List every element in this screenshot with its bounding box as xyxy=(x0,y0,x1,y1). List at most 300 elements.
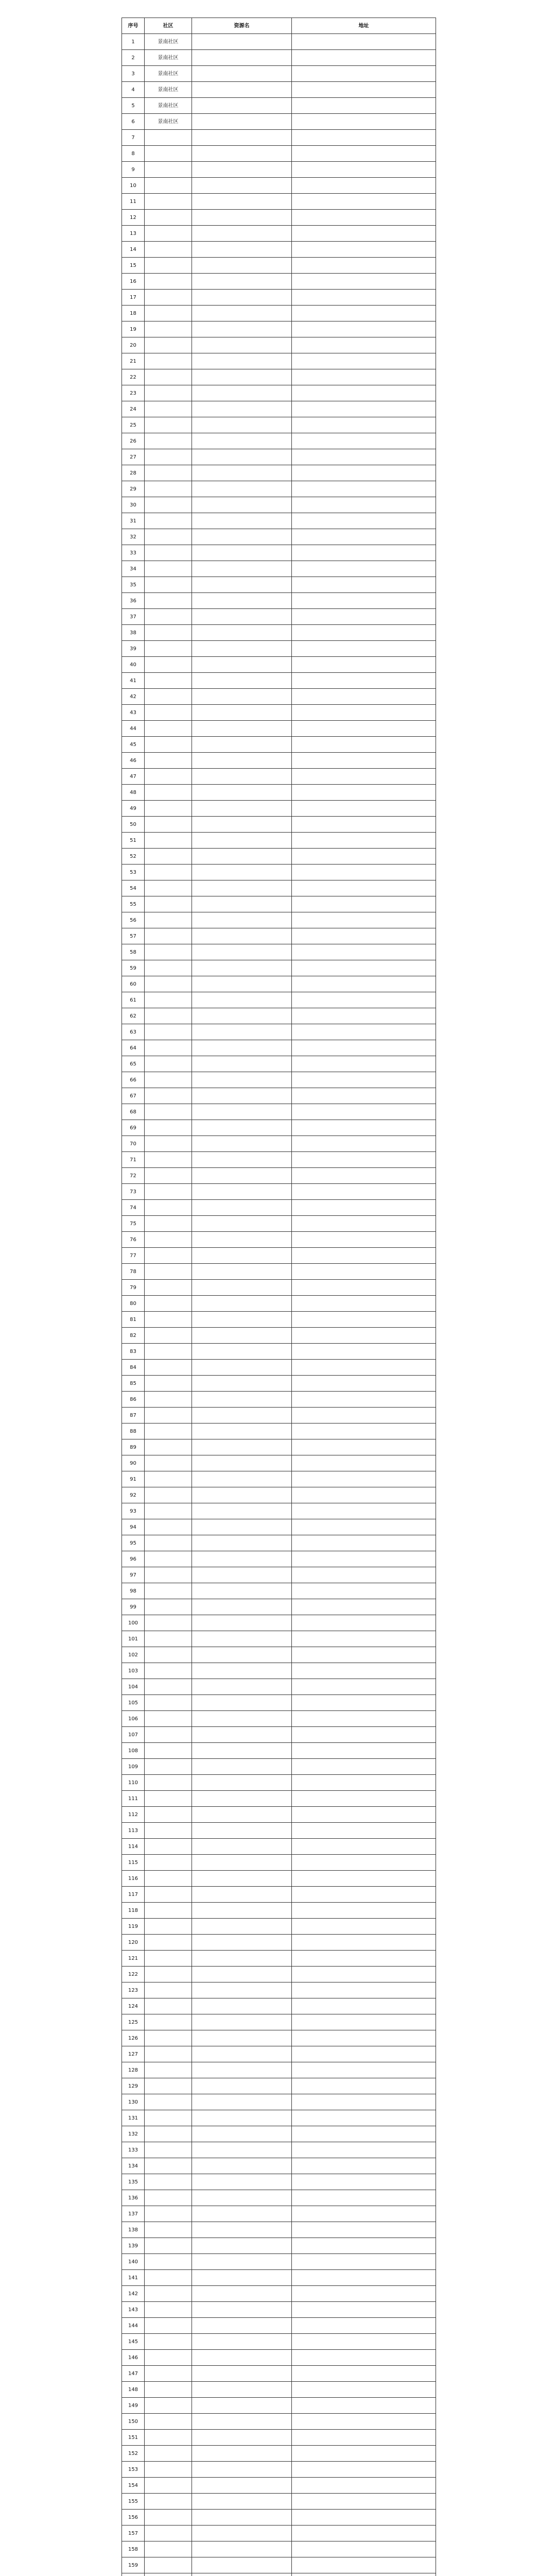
cell-address xyxy=(292,1583,436,1599)
cell-community xyxy=(145,2398,192,2414)
cell-community xyxy=(145,1919,192,1935)
cell-community xyxy=(145,2541,192,2557)
table-row xyxy=(122,1296,436,1312)
cell-community xyxy=(145,2478,192,2494)
cell-address xyxy=(292,2494,436,2510)
cell-address xyxy=(292,369,436,385)
cell-address xyxy=(292,529,436,545)
cell-resource-name xyxy=(192,401,292,417)
cell-resource-name xyxy=(192,593,292,609)
cell-resource-name xyxy=(192,2062,292,2078)
cell-index: 29 xyxy=(122,481,145,497)
cell-index: 121 xyxy=(122,1951,145,1967)
table-row xyxy=(122,529,436,545)
cell-community xyxy=(145,2126,192,2142)
cell-community xyxy=(145,1775,192,1791)
cell-address xyxy=(292,1727,436,1743)
cell-index: 59 xyxy=(122,960,145,976)
cell-community xyxy=(145,417,192,433)
cell-resource-name xyxy=(192,753,292,769)
cell-resource-name xyxy=(192,2126,292,2142)
cell-address xyxy=(292,1328,436,1344)
table-row xyxy=(122,497,436,513)
cell-community xyxy=(145,2110,192,2126)
cell-resource-name xyxy=(192,1040,292,1056)
cell-resource-name xyxy=(192,98,292,114)
cell-address xyxy=(292,1056,436,1072)
cell-index: 116 xyxy=(122,1871,145,1887)
table-row xyxy=(122,1392,436,1408)
cell-community xyxy=(145,976,192,992)
cell-index: 135 xyxy=(122,2174,145,2190)
cell-address xyxy=(292,2414,436,2430)
cell-community xyxy=(145,2573,192,2576)
cell-address xyxy=(292,992,436,1008)
cell-resource-name xyxy=(192,2046,292,2062)
table-row xyxy=(122,1663,436,1679)
cell-index: 42 xyxy=(122,689,145,705)
cell-address xyxy=(292,561,436,577)
cell-community xyxy=(145,529,192,545)
cell-index: 145 xyxy=(122,2334,145,2350)
cell-index: 17 xyxy=(122,290,145,306)
cell-index: 43 xyxy=(122,705,145,721)
cell-community xyxy=(145,178,192,194)
cell-resource-name xyxy=(192,497,292,513)
cell-address xyxy=(292,1232,436,1248)
cell-address xyxy=(292,321,436,337)
cell-community xyxy=(145,433,192,449)
cell-resource-name xyxy=(192,641,292,657)
cell-address xyxy=(292,337,436,353)
cell-index: 33 xyxy=(122,545,145,561)
cell-community xyxy=(145,1423,192,1439)
cell-index: 54 xyxy=(122,880,145,896)
cell-resource-name xyxy=(192,1631,292,1647)
cell-index: 23 xyxy=(122,385,145,401)
cell-resource-name xyxy=(192,657,292,673)
cell-index: 114 xyxy=(122,1839,145,1855)
cell-resource-name xyxy=(192,274,292,290)
table-row xyxy=(122,1360,436,1376)
cell-index: 15 xyxy=(122,258,145,274)
cell-community xyxy=(145,1998,192,2014)
cell-index: 39 xyxy=(122,641,145,657)
cell-index: 95 xyxy=(122,1535,145,1551)
cell-address xyxy=(292,1408,436,1423)
cell-community xyxy=(145,1184,192,1200)
cell-resource-name xyxy=(192,353,292,369)
cell-index xyxy=(122,2573,145,2576)
cell-address xyxy=(292,162,436,178)
cell-community xyxy=(145,513,192,529)
cell-community xyxy=(145,2430,192,2446)
cell-index: 66 xyxy=(122,1072,145,1088)
cell-community xyxy=(145,1360,192,1376)
cell-address xyxy=(292,146,436,162)
cell-index: 48 xyxy=(122,785,145,801)
cell-resource-name xyxy=(192,465,292,481)
cell-resource-name xyxy=(192,2094,292,2110)
table-row xyxy=(122,1168,436,1184)
cell-community xyxy=(145,449,192,465)
cell-address xyxy=(292,1903,436,1919)
cell-community xyxy=(145,2014,192,2030)
table-row xyxy=(122,2046,436,2062)
cell-address xyxy=(292,1935,436,1951)
cell-index: 44 xyxy=(122,721,145,737)
cell-address xyxy=(292,385,436,401)
cell-index: 38 xyxy=(122,625,145,641)
table-row xyxy=(122,1679,436,1695)
cell-resource-name xyxy=(192,545,292,561)
cell-resource-name xyxy=(192,2510,292,2526)
table-row xyxy=(122,1919,436,1935)
header-resource-name: 资源名 xyxy=(192,18,292,34)
table-row xyxy=(122,258,436,274)
cell-resource-name xyxy=(192,1056,292,1072)
cell-community xyxy=(145,1072,192,1088)
cell-address xyxy=(292,1439,436,1455)
cell-resource-name xyxy=(192,960,292,976)
cell-address xyxy=(292,1200,436,1216)
table-body xyxy=(122,34,436,2576)
cell-index: 131 xyxy=(122,2110,145,2126)
cell-address xyxy=(292,1423,436,1439)
cell-community xyxy=(145,1951,192,1967)
cell-index: 118 xyxy=(122,1903,145,1919)
table-row xyxy=(122,369,436,385)
cell-address xyxy=(292,417,436,433)
table-row xyxy=(122,1791,436,1807)
cell-community xyxy=(145,2462,192,2478)
cell-index: 55 xyxy=(122,896,145,912)
cell-index: 142 xyxy=(122,2286,145,2302)
table-row xyxy=(122,1248,436,1264)
cell-resource-name xyxy=(192,2446,292,2462)
cell-address xyxy=(292,1168,436,1184)
cell-resource-name xyxy=(192,1344,292,1360)
cell-community xyxy=(145,721,192,737)
cell-resource-name xyxy=(192,2494,292,2510)
cell-address xyxy=(292,1631,436,1647)
cell-resource-name xyxy=(192,2541,292,2557)
header-row xyxy=(122,18,436,34)
cell-community xyxy=(145,1439,192,1455)
cell-index: 143 xyxy=(122,2302,145,2318)
cell-address xyxy=(292,1376,436,1392)
cell-resource-name xyxy=(192,114,292,130)
cell-community xyxy=(145,337,192,353)
header-address: 地址 xyxy=(292,18,436,34)
cell-resource-name xyxy=(192,1264,292,1280)
cell-resource-name xyxy=(192,306,292,321)
table-row xyxy=(122,625,436,641)
cell-community xyxy=(145,673,192,689)
table-row xyxy=(122,1727,436,1743)
table-row xyxy=(122,865,436,880)
table-row xyxy=(122,833,436,849)
cell-index: 16 xyxy=(122,274,145,290)
cell-community xyxy=(145,912,192,928)
cell-resource-name xyxy=(192,737,292,753)
cell-index: 63 xyxy=(122,1024,145,1040)
cell-community xyxy=(145,1024,192,1040)
cell-index: 46 xyxy=(122,753,145,769)
cell-address xyxy=(292,737,436,753)
cell-index: 123 xyxy=(122,1982,145,1998)
cell-index: 10 xyxy=(122,178,145,194)
cell-resource-name xyxy=(192,2238,292,2254)
cell-index: 133 xyxy=(122,2142,145,2158)
cell-resource-name xyxy=(192,769,292,785)
table-row xyxy=(122,2206,436,2222)
table-row xyxy=(122,2526,436,2541)
cell-address xyxy=(292,210,436,226)
cell-community xyxy=(145,1982,192,1998)
table-row xyxy=(122,1328,436,1344)
cell-community xyxy=(145,2254,192,2270)
cell-community xyxy=(145,817,192,833)
cell-resource-name xyxy=(192,1967,292,1982)
cell-resource-name xyxy=(192,1136,292,1152)
cell-index: 139 xyxy=(122,2238,145,2254)
cell-resource-name xyxy=(192,1232,292,1248)
cell-resource-name xyxy=(192,1072,292,1088)
cell-index: 155 xyxy=(122,2494,145,2510)
cell-resource-name xyxy=(192,2110,292,2126)
cell-address xyxy=(292,2190,436,2206)
table-row xyxy=(122,2078,436,2094)
table-row xyxy=(122,1855,436,1871)
cell-resource-name xyxy=(192,785,292,801)
cell-community xyxy=(145,1759,192,1775)
cell-index: 27 xyxy=(122,449,145,465)
cell-community xyxy=(145,1583,192,1599)
cell-address xyxy=(292,433,436,449)
cell-index: 67 xyxy=(122,1088,145,1104)
cell-index: 115 xyxy=(122,1855,145,1871)
cell-index: 7 xyxy=(122,130,145,146)
table-row xyxy=(122,1008,436,1024)
cell-index: 78 xyxy=(122,1264,145,1280)
cell-community xyxy=(145,1711,192,1727)
cell-address xyxy=(292,896,436,912)
table-row xyxy=(122,1264,436,1280)
table-row xyxy=(122,2382,436,2398)
cell-community xyxy=(145,1248,192,1264)
cell-community xyxy=(145,689,192,705)
cell-community xyxy=(145,1743,192,1759)
cell-community xyxy=(145,321,192,337)
cell-community xyxy=(145,1887,192,1903)
cell-address xyxy=(292,641,436,657)
cell-community xyxy=(145,1455,192,1471)
cell-community xyxy=(145,306,192,321)
cell-address xyxy=(292,801,436,817)
cell-community xyxy=(145,1056,192,1072)
cell-address xyxy=(292,1599,436,1615)
cell-community xyxy=(145,769,192,785)
cell-resource-name xyxy=(192,1551,292,1567)
table-row xyxy=(122,353,436,369)
cell-index: 70 xyxy=(122,1136,145,1152)
cell-address xyxy=(292,1679,436,1695)
cell-resource-name xyxy=(192,896,292,912)
cell-resource-name xyxy=(192,1184,292,1200)
cell-index: 109 xyxy=(122,1759,145,1775)
cell-community xyxy=(145,944,192,960)
cell-address xyxy=(292,2510,436,2526)
cell-resource-name xyxy=(192,561,292,577)
cell-resource-name xyxy=(192,2414,292,2430)
cell-address xyxy=(292,1535,436,1551)
cell-resource-name xyxy=(192,880,292,896)
cell-community xyxy=(145,641,192,657)
cell-community xyxy=(145,2526,192,2541)
cell-address xyxy=(292,401,436,417)
cell-index: 99 xyxy=(122,1599,145,1615)
cell-address xyxy=(292,1871,436,1887)
table-row xyxy=(122,1312,436,1328)
cell-community xyxy=(145,657,192,673)
cell-index: 73 xyxy=(122,1184,145,1200)
table-row xyxy=(122,2446,436,2462)
table-row xyxy=(122,274,436,290)
cell-community xyxy=(145,497,192,513)
table-row xyxy=(122,385,436,401)
cell-index: 45 xyxy=(122,737,145,753)
cell-community xyxy=(145,2494,192,2510)
cell-community xyxy=(145,2078,192,2094)
cell-community xyxy=(145,1535,192,1551)
cell-index: 127 xyxy=(122,2046,145,2062)
cell-resource-name xyxy=(192,433,292,449)
cell-community xyxy=(145,1551,192,1567)
cell-community xyxy=(145,1935,192,1951)
table-row xyxy=(122,481,436,497)
cell-index: 19 xyxy=(122,321,145,337)
cell-resource-name xyxy=(192,1360,292,1376)
table-row xyxy=(122,1535,436,1551)
table-row xyxy=(122,1711,436,1727)
cell-index: 49 xyxy=(122,801,145,817)
cell-community xyxy=(145,2446,192,2462)
table-row xyxy=(122,928,436,944)
cell-index: 6 xyxy=(122,114,145,130)
cell-address xyxy=(292,449,436,465)
cell-index: 14 xyxy=(122,242,145,258)
cell-resource-name xyxy=(192,1583,292,1599)
cell-index: 34 xyxy=(122,561,145,577)
table-row xyxy=(122,2334,436,2350)
cell-address xyxy=(292,833,436,849)
table-row xyxy=(122,673,436,689)
table-row xyxy=(122,2238,436,2254)
cell-community xyxy=(145,465,192,481)
cell-community xyxy=(145,880,192,896)
cell-community xyxy=(145,2030,192,2046)
cell-index: 83 xyxy=(122,1344,145,1360)
cell-index: 31 xyxy=(122,513,145,529)
cell-index: 128 xyxy=(122,2062,145,2078)
cell-address xyxy=(292,513,436,529)
cell-resource-name xyxy=(192,385,292,401)
table-row xyxy=(122,2030,436,2046)
cell-address xyxy=(292,785,436,801)
cell-resource-name xyxy=(192,865,292,880)
cell-index: 159 xyxy=(122,2557,145,2573)
cell-community xyxy=(145,577,192,593)
table-row xyxy=(122,2414,436,2430)
cell-address xyxy=(292,673,436,689)
cell-address xyxy=(292,2302,436,2318)
table-row xyxy=(122,545,436,561)
cell-community xyxy=(145,1104,192,1120)
cell-community xyxy=(145,849,192,865)
cell-community xyxy=(145,1855,192,1871)
cell-community xyxy=(145,737,192,753)
cell-resource-name xyxy=(192,1823,292,1839)
cell-address xyxy=(292,2078,436,2094)
cell-index: 117 xyxy=(122,1887,145,1903)
table-row xyxy=(122,1216,436,1232)
cell-community xyxy=(145,2206,192,2222)
table-row xyxy=(122,2270,436,2286)
cell-index: 103 xyxy=(122,1663,145,1679)
cell-index: 52 xyxy=(122,849,145,865)
cell-address xyxy=(292,2046,436,2062)
cell-community xyxy=(145,1631,192,1647)
cell-index: 82 xyxy=(122,1328,145,1344)
cell-address xyxy=(292,1152,436,1168)
cell-address xyxy=(292,2158,436,2174)
cell-index: 150 xyxy=(122,2414,145,2430)
table-row xyxy=(122,1951,436,1967)
table-row xyxy=(122,2510,436,2526)
cell-community xyxy=(145,2286,192,2302)
header-index: 序号 xyxy=(122,18,145,34)
cell-address xyxy=(292,1663,436,1679)
table-row xyxy=(122,1471,436,1487)
cell-resource-name xyxy=(192,290,292,306)
cell-resource-name xyxy=(192,1567,292,1583)
cell-resource-name xyxy=(192,1328,292,1344)
cell-community: 景南社区 xyxy=(145,82,192,98)
cell-resource-name xyxy=(192,976,292,992)
table-row xyxy=(122,210,436,226)
cell-index: 84 xyxy=(122,1360,145,1376)
cell-index: 62 xyxy=(122,1008,145,1024)
cell-address xyxy=(292,769,436,785)
cell-index: 98 xyxy=(122,1583,145,1599)
cell-index: 79 xyxy=(122,1280,145,1296)
cell-community xyxy=(145,2158,192,2174)
cell-index: 136 xyxy=(122,2190,145,2206)
cell-address xyxy=(292,1360,436,1376)
cell-community xyxy=(145,2174,192,2190)
table-row xyxy=(122,1567,436,1583)
table-row xyxy=(122,1759,436,1775)
cell-index: 124 xyxy=(122,1998,145,2014)
cell-address xyxy=(292,2478,436,2494)
cell-resource-name xyxy=(192,2158,292,2174)
table-row xyxy=(122,1280,436,1296)
cell-index: 110 xyxy=(122,1775,145,1791)
cell-resource-name xyxy=(192,66,292,82)
cell-address xyxy=(292,721,436,737)
cell-address xyxy=(292,306,436,321)
